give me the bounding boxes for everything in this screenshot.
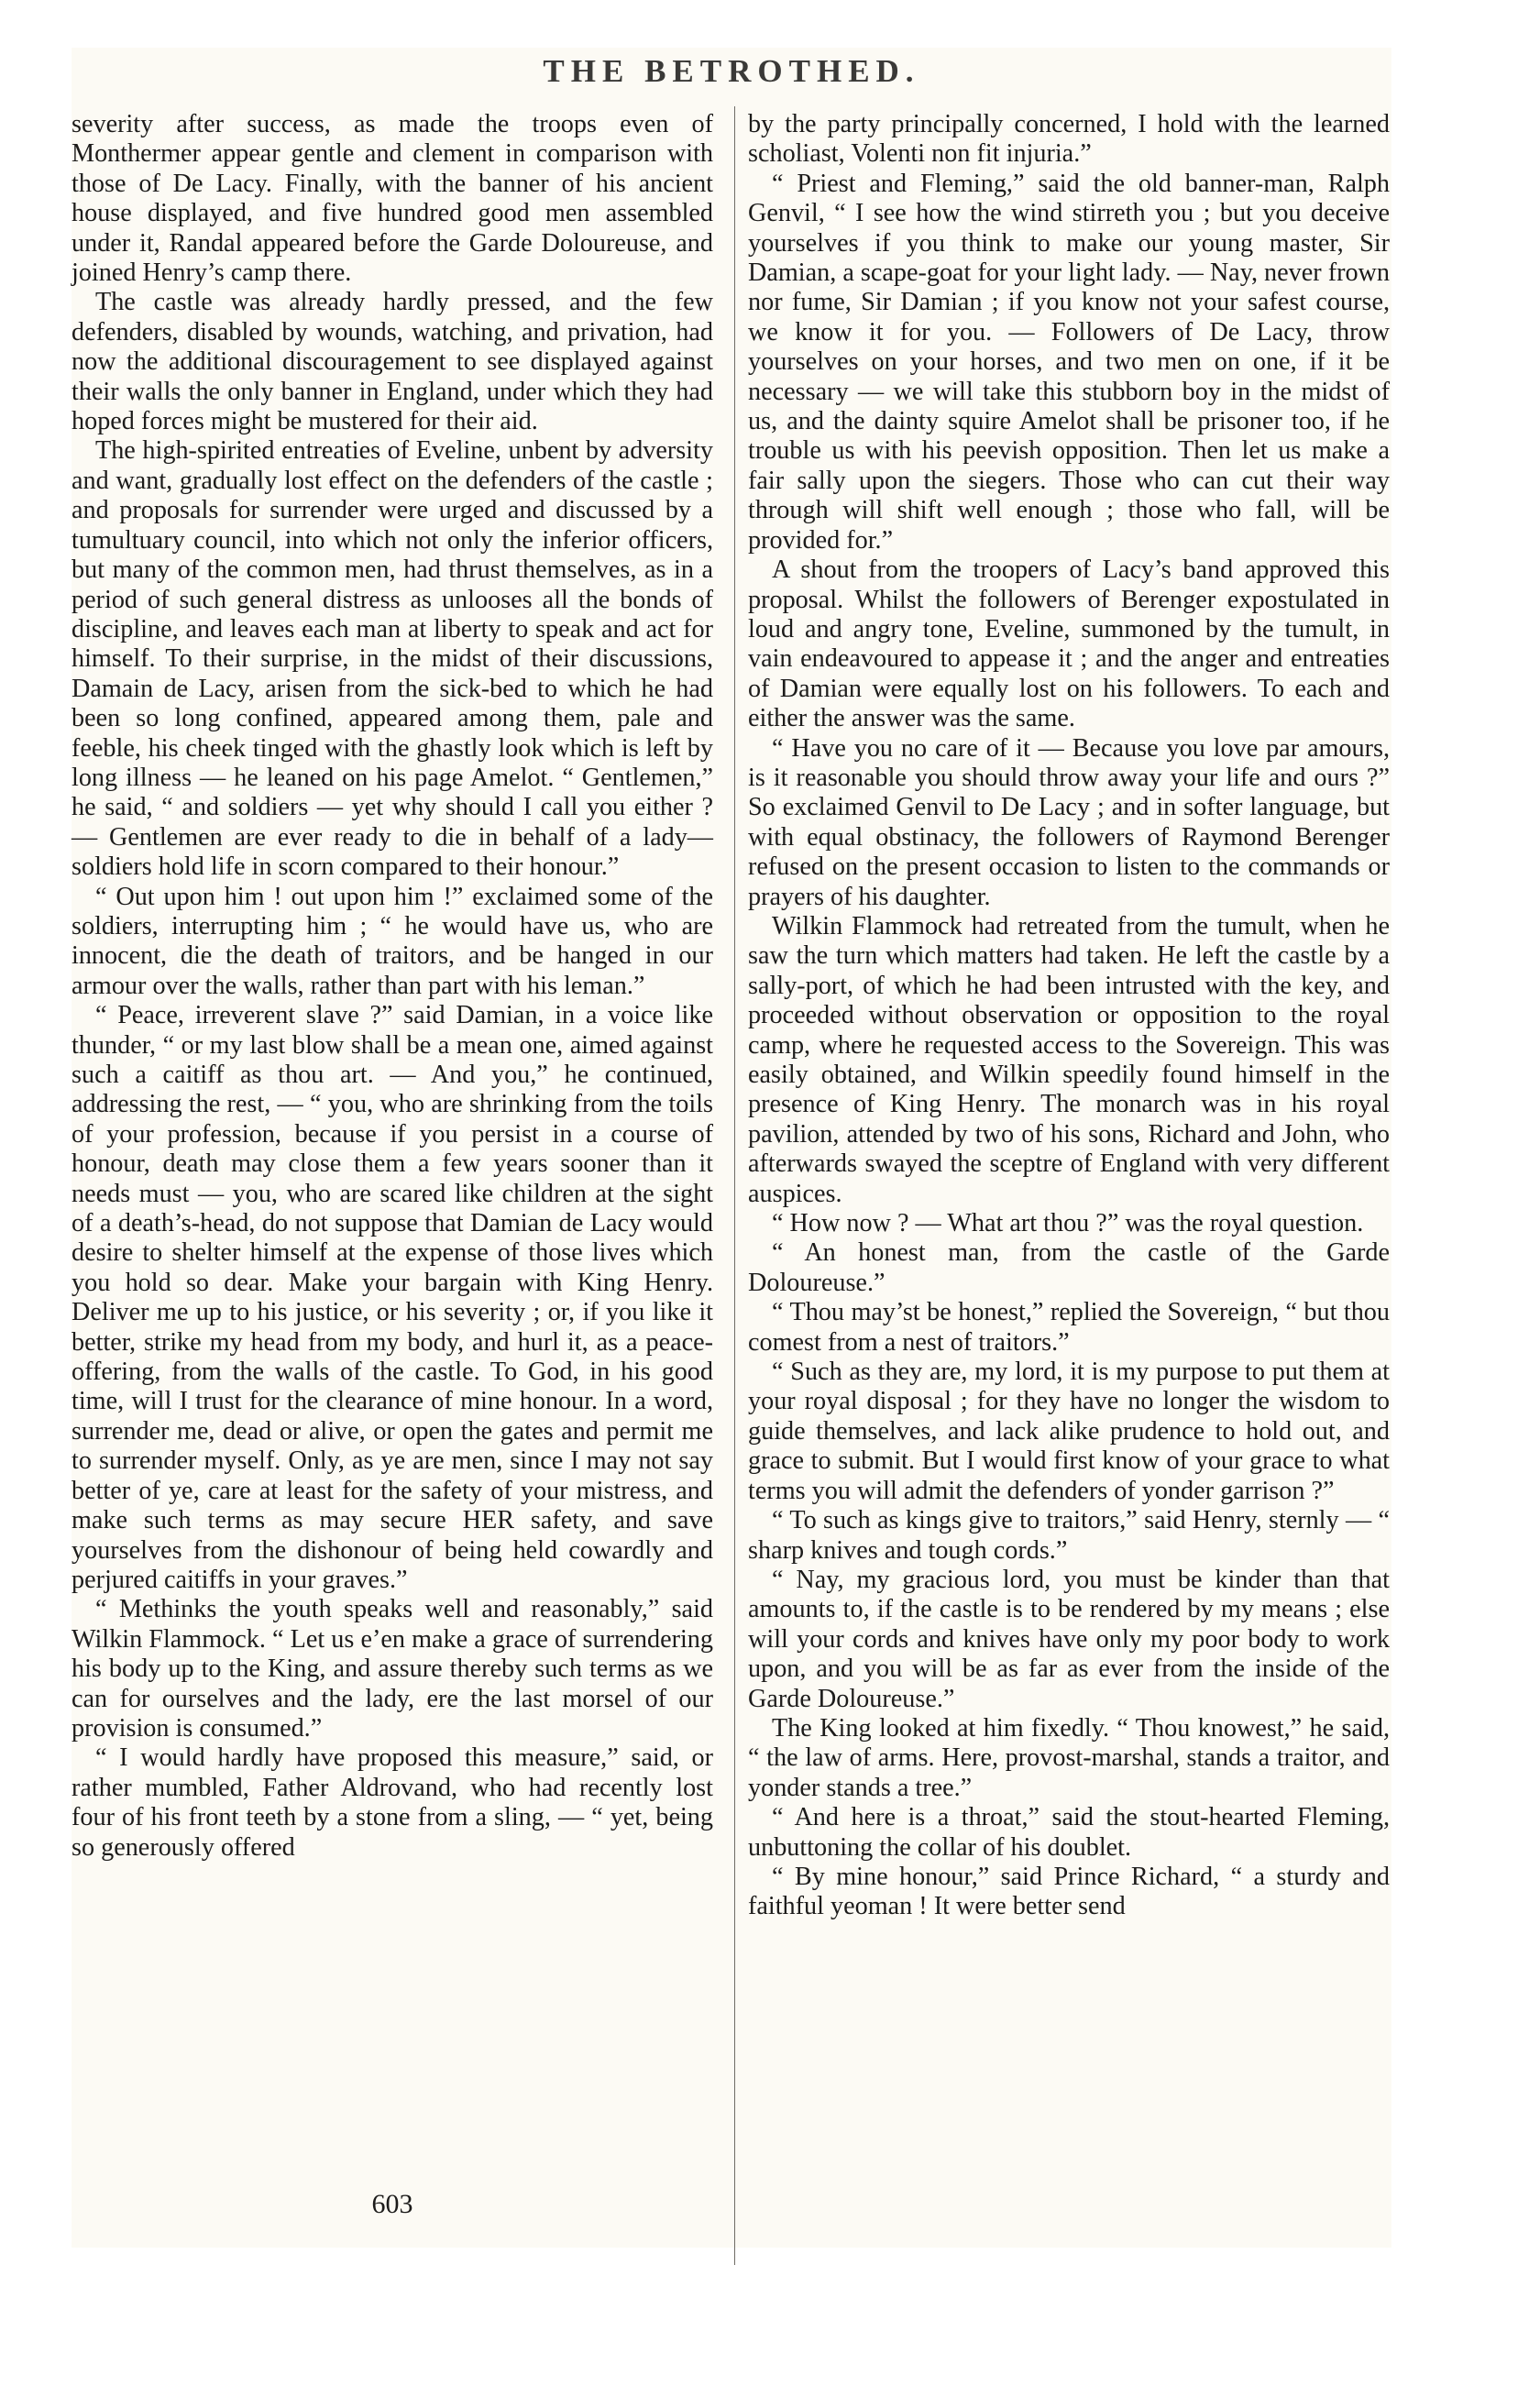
- paragraph: “ Peace, irreverent slave ?” said Damian, in a voice like thunder, “ or my last blow shall be a mean one, aimed against such a caitiff as thou art. — And you,” he continued, addressing the rest, — “ you, who are shrinking from the toils of your profession, because if you persist in a course of honour, death may close them a few years sooner than it needs must — you, who are scared like children at the sight of a death’s-head, do not suppose that Damian de Lacy would desire to shelter himself at the expense of those lives which you hold so dear. Make your bargain with King Henry. Deliver me up to his justice, or his severity ; or, if you like it better, strike my head from my body, and hurl it, as a peace-offering, from the walls of the castle. To God, in his good time, will I trust for the clearance of mine honour. In a word, surrender me, dead or alive, or open the gates and permit me to surrender myself. Only, as ye are men, since I may not say better of ye, care at least for the safety of your mistress, and make such terms as may secure HER safety, and save yourselves from the dishonour of being held cowardly and perjured caitiffs in your graves.”: [72, 1001, 713, 1594]
- page-number: 603: [371, 2189, 413, 2219]
- paragraph: “ Methinks the youth speaks well and reasonably,” said Wilkin Flammock. “ Let us e’en make a grace of surrendering his body up to the King, and assure thereby such terms as we can for ourselves and the lady, ere the last morsel of our provision is consumed.”: [72, 1595, 713, 1743]
- paragraph: A shout from the troopers of Lacy’s band approved this proposal. Whilst the followers of Berenger expostulated in loud and angry tone, Eveline, summoned by the tumult, in vain endeavoured to appease it ; and the anger and entreaties of Damian were equally lost on his followers. To each and either the answer was the same.: [748, 555, 1390, 733]
- paragraph: “ An honest man, from the castle of the Garde Doloureuse.”: [748, 1238, 1390, 1297]
- column-divider: [734, 106, 735, 2265]
- paragraph: “ Nay, my gracious lord, you must be kinder than that amounts to, if the castle is to be rendered by my means ; else will your cords and knives have only my poor body to work upon, and you will be as far as ever from the inside of the Garde Doloureuse.”: [748, 1565, 1390, 1713]
- right-column: [748, 110, 1390, 1922]
- paragraph: “ Have you no care of it — Because you love par amours, is it reasonable you should throw away your life and ours ?” So exclaimed Genvil to De Lacy ; and in softer language, but with equal obstinacy, the followers of Raymond Berenger refused on the present occasion to listen to the commands or prayers of his daughter.: [748, 733, 1390, 911]
- paragraph: “ I would hardly have proposed this measure,” said, or rather mumbled, Father Aldrovand, who had recently lost four of his front teeth by a stone from a sling, — “ yet, being so generously offered: [72, 1743, 713, 1862]
- paragraph: The King looked at him fixedly. “ Thou knowest,” he said, “ the law of arms. Here, provost-marshal, stands a traitor, and yonder stands a tree.”: [748, 1713, 1390, 1802]
- paragraph: by the party principally concerned, I hold with the learned scholiast, Volenti non fit injuria.”: [748, 110, 1390, 169]
- paragraph: “ Such as they are, my lord, it is my purpose to put them at your royal disposal ; for they have no longer the wisdom to guide themselves, and lack alike prudence to hold out, and grace to submit. But I would first know of your grace to what terms you will admit the defenders of yonder garrison ?”: [748, 1358, 1390, 1505]
- paragraph: “ By mine honour,” said Prince Richard, “ a sturdy and faithful yeoman ! It were better send: [748, 1862, 1390, 1921]
- paragraph: Wilkin Flammock had retreated from the tumult, when he saw the turn which matters had taken. He left the castle by a sally-port, of which he had been intrusted with the key, and proceeded without observation or opposition to the royal camp, where he requested access to the Sovereign. This was easily obtained, and Wilkin speedily found himself in the presence of King Henry. The monarch was in his royal pavilion, attended by two of his sons, Richard and John, who afterwards swayed the sceptre of England with very different auspices.: [748, 911, 1390, 1208]
- paragraph: severity after success, as made the troops even of Monthermer appear gentle and clement in comparison with those of De Lacy. Finally, with the banner of his ancient house displayed, and five hundred good men assembled under it, Randal appeared before the Garde Doloureuse, and joined Henry’s camp there.: [72, 110, 713, 288]
- book-page: [72, 48, 1392, 2248]
- paragraph: “ Priest and Fleming,” said the old banner-man, Ralph Genvil, “ I see how the wind stirreth you ; but you deceive yourselves if you think to make our young master, Sir Damian, a scape-goat for your light lady. — Nay, never frown nor fume, Sir Damian ; if you know not your safest course, we know it for you. — Followers of De Lacy, throw yourselves on your horses, and two men on one, if it be necessary — we will take this stubborn boy in the midst of us, and the dainty squire Amelot shall be prisoner too, if he trouble us with his peevish opposition. Then let us make a fair sally upon the siegers. Those who can cut their way through will shift well enough ; those who fall, will be provided for.”: [748, 169, 1391, 555]
- paragraph: The high-spirited entreaties of Eveline, unbent by adversity and want, gradually lost effect on the defenders of the castle ; and proposals for surrender were urged and discussed by a tumultuary council, into which not only the inferior officers, but many of the common men, had thrust themselves, as in a period of such general distress as unlooses all the bonds of discipline, and leaves each man at liberty to speak and act for himself. To their surprise, in the midst of their discussions, Damain de Lacy, arisen from the sick-bed to which he had been so long confined, appeared among them, pale and feeble, his cheek tinged with the ghastly look which is left by long illness — he leaned on his page Amelot. “ Gentlemen,” he said, “ and soldiers — yet why should I call you either ? — Gentlemen are ever ready to die in behalf of a lady—soldiers hold life in scorn compared to their honour.”: [72, 436, 713, 882]
- paragraph: “ And here is a throat,” said the stout-hearted Fleming, unbuttoning the collar of his doublet.: [748, 1803, 1390, 1862]
- paragraph: “ How now ? — What art thou ?” was the royal question.: [772, 1209, 1364, 1238]
- paragraph: “ To such as kings give to traitors,” said Henry, sternly — “ sharp knives and tough cords.”: [748, 1506, 1390, 1565]
- running-title: THE BETROTHED.: [543, 53, 920, 89]
- left-column: [72, 110, 713, 1863]
- paragraph: “ Out upon him ! out upon him !” exclaimed some of the soldiers, interrupting him ; “ he would have us, who are innocent, die the death of traitors, and be hanged in our armour over the walls, rather than part with his leman.”: [72, 882, 713, 1000]
- paragraph: The castle was already hardly pressed, and the few defenders, disabled by wounds, watching, and privation, had now the additional discouragement to see displayed against their walls the only banner in England, under which they had hoped forces might be mustered for their aid.: [72, 288, 713, 436]
- paragraph: “ Thou may’st be honest,” replied the Sovereign, “ but thou comest from a nest of traitors.”: [748, 1298, 1390, 1357]
